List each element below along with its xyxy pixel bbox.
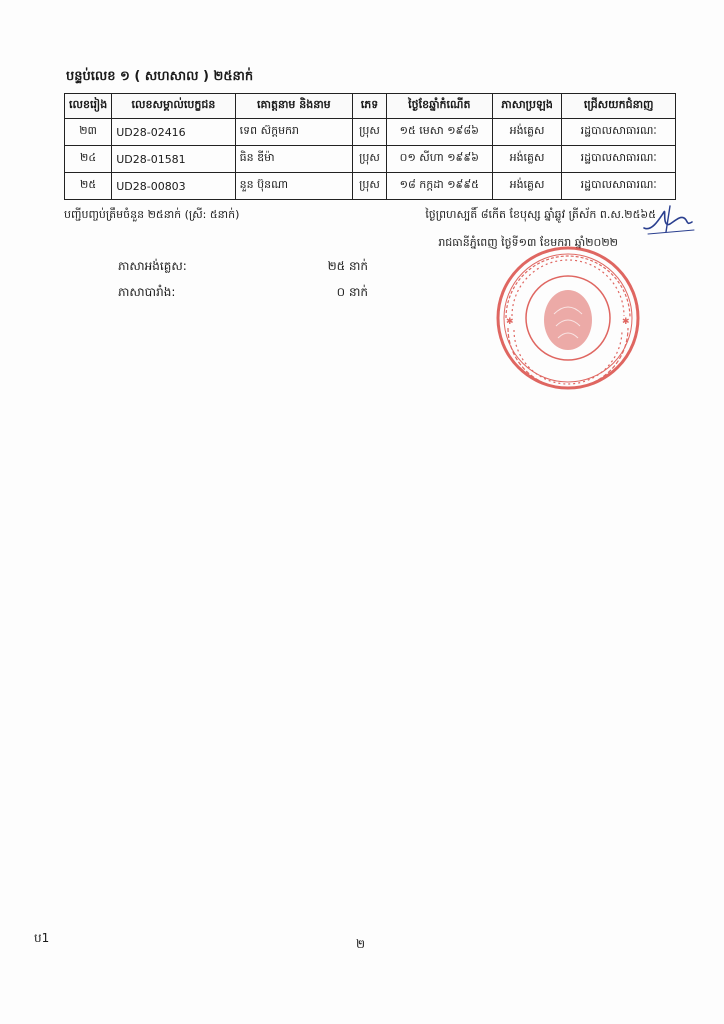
room-title: បន្ទប់លេខ ១ ( សហសាល ) ២៥នាក់	[66, 69, 254, 84]
header-major: ជ្រើសយកជំនាញ	[562, 94, 676, 119]
lunar-date: ថ្ងៃព្រហស្បតិ៍ ៨កើត ខែបុស្ស ឆ្នាំឆ្លូវ ត្រីស័ក ព.ស.២៥៦៥	[425, 208, 656, 221]
header-exam-language: ភាសាប្រឡង	[492, 94, 562, 119]
svg-text:✱: ✱	[506, 317, 514, 327]
cell-major: រដ្ឋបាលសាធារណៈ	[562, 146, 676, 173]
cell-exam-language: អង់គ្លេស	[492, 173, 562, 200]
page-number: ២	[356, 937, 366, 951]
cell-number: ២៤	[65, 146, 112, 173]
table-header-row	[65, 94, 676, 119]
table-row	[65, 146, 676, 173]
page-code: ប1	[34, 931, 50, 945]
signature-icon	[640, 198, 698, 238]
cell-gender: ប្រុស	[353, 146, 387, 173]
header-full-name: គោត្តនាម និងនាម	[235, 94, 352, 119]
table-row	[65, 119, 676, 146]
cell-number: ២៥	[65, 173, 112, 200]
cell-birth-date: ០១ សីហា ១៩៩៦	[386, 146, 492, 173]
header-candidate-id: លេខសម្គាល់បេក្ខជន	[112, 94, 235, 119]
cell-candidate-id: UD28-02416	[112, 119, 235, 146]
cell-gender: ប្រុស	[353, 173, 387, 200]
summary-label: ភាសាអង់គ្លេស:	[118, 259, 187, 273]
cell-candidate-id: UD28-01581	[112, 146, 235, 173]
summary-value: ០ នាក់	[336, 285, 368, 299]
cell-major: រដ្ឋបាលសាធារណៈ	[562, 173, 676, 200]
cell-full-name: ទេព ស៊ក្តមករា	[235, 119, 352, 146]
official-seal-icon	[494, 244, 642, 392]
svg-text:✱: ✱	[622, 317, 630, 327]
header-birth-date: ថ្ងៃខែឆ្នាំកំណើត	[386, 94, 492, 119]
header-gender: ភេទ	[353, 94, 387, 119]
cell-number: ២៣	[65, 119, 112, 146]
cell-birth-date: ១៥ មេសា ១៩៨៦	[386, 119, 492, 146]
cell-major: រដ្ឋបាលសាធារណៈ	[562, 119, 676, 146]
candidate-table	[64, 93, 676, 200]
cell-candidate-id: UD28-00803	[112, 173, 235, 200]
summary-label: ភាសាបារាំង:	[118, 285, 176, 299]
table-row	[65, 173, 676, 200]
cell-full-name: នួន ប៊ុនណា	[235, 173, 352, 200]
cell-full-name: ធិន ឌីម៉ា	[235, 146, 352, 173]
cell-gender: ប្រុស	[353, 119, 387, 146]
header-number: លេខរៀង	[65, 94, 112, 119]
summary-row	[118, 284, 368, 310]
cell-exam-language: អង់គ្លេស	[492, 119, 562, 146]
closing-note: បញ្ជីបញ្ចប់ត្រឹមចំនួន ២៥នាក់ (ស្រី: ៥នាក់)	[64, 208, 240, 221]
solar-date: រាជធានីភ្នំពេញ ថ្ងៃទី១៣ ខែមករា ឆ្នាំ២០២២	[438, 236, 618, 249]
cell-birth-date: ១៨ កក្កដា ១៩៩៥	[386, 173, 492, 200]
summary-row	[118, 258, 368, 284]
cell-exam-language: អង់គ្លេស	[492, 146, 562, 173]
language-summary	[118, 258, 368, 310]
summary-value: ២៥ នាក់	[327, 259, 368, 273]
